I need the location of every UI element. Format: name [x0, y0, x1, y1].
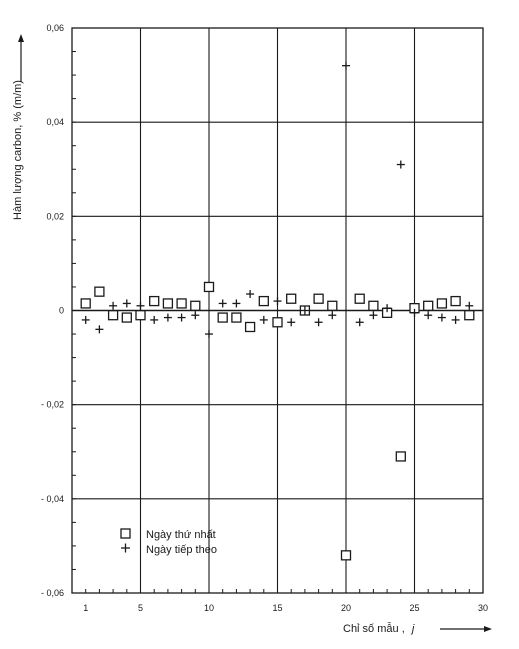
- data-point-square: [342, 551, 351, 560]
- data-point-square: [177, 299, 186, 308]
- data-point-square: [232, 313, 241, 322]
- data-point-plus: [260, 316, 268, 324]
- data-point-square: [314, 294, 323, 303]
- data-point-square: [424, 301, 433, 310]
- data-point-square: [465, 311, 474, 320]
- data-point-plus: [465, 302, 473, 310]
- data-point-plus: [150, 316, 158, 324]
- data-point-plus: [178, 314, 186, 322]
- data-point-plus: [452, 316, 460, 324]
- y-tick-label: 0,02: [46, 211, 64, 222]
- data-point-plus: [397, 161, 405, 169]
- data-point-plus: [438, 314, 446, 322]
- y-tick-label: 0,06: [46, 23, 64, 33]
- data-point-plus: [424, 311, 432, 319]
- legend: [121, 529, 217, 556]
- y-axis-arrow-head: [18, 34, 24, 42]
- data-point-plus: [287, 318, 295, 326]
- data-point-square: [150, 297, 159, 306]
- data-point-plus: [164, 314, 172, 322]
- data-point-plus: [315, 318, 323, 326]
- data-point-square: [109, 311, 118, 320]
- data-point-plus: [137, 302, 145, 310]
- data-point-square: [287, 294, 296, 303]
- y-axis-label: Hàm lượng carbon, % (m/m): [12, 80, 24, 220]
- data-point-square: [205, 282, 214, 291]
- x-axis-label-text: Chỉ số mẫu ,: [343, 623, 405, 635]
- data-point-square: [81, 299, 90, 308]
- data-point-plus: [95, 325, 103, 333]
- data-point-square: [95, 287, 104, 296]
- y-tick-label: - 0,06: [40, 588, 64, 598]
- x-axis-arrow-head: [484, 626, 492, 632]
- y-tick-label: 0,04: [46, 117, 64, 128]
- x-tick-label: 30: [477, 603, 489, 613]
- data-point-plus: [328, 311, 336, 319]
- data-point-plus: [342, 62, 350, 70]
- data-point-plus: [274, 297, 282, 305]
- data-point-plus: [109, 302, 117, 310]
- x-tick-label: 25: [409, 603, 420, 613]
- data-point-plus: [369, 311, 377, 319]
- x-axis-label: [343, 622, 415, 635]
- legend-label-series-2: Ngày tiếp theo: [146, 544, 217, 556]
- data-point-plus: [205, 330, 213, 338]
- legend-label-series-1: Ngày thứ nhất: [146, 529, 216, 541]
- data-point-square: [122, 313, 131, 322]
- y-tick-label: 0: [58, 305, 64, 316]
- x-tick-label: 15: [272, 603, 283, 613]
- data-point-square: [451, 297, 460, 306]
- grid-lines: [72, 28, 483, 593]
- data-point-plus: [232, 299, 240, 307]
- data-point-square: [355, 294, 364, 303]
- data-point-square: [396, 452, 405, 461]
- data-point-square: [437, 299, 446, 308]
- data-point-plus: [82, 316, 90, 324]
- x-tick-label: 5: [137, 603, 144, 613]
- y-tick-labels: [41, 23, 64, 598]
- data-point-square: [259, 297, 268, 306]
- data-point-plus: [219, 299, 227, 307]
- data-point-square: [136, 311, 145, 320]
- data-point-square: [218, 313, 227, 322]
- data-point-square: [273, 318, 282, 327]
- data-point-square: [191, 301, 200, 310]
- x-tick-label: 10: [203, 603, 215, 613]
- x-axis-label-symbol: j: [411, 623, 415, 635]
- data-point-plus: [123, 299, 131, 307]
- data-point-square: [369, 301, 378, 310]
- data-point-plus: [191, 311, 199, 319]
- data-point-square: [163, 299, 172, 308]
- data-point-plus: [356, 318, 364, 326]
- y-tick-label: - 0,02: [40, 399, 64, 410]
- x-tick-labels: [83, 603, 488, 613]
- data-point-plus: [246, 290, 254, 298]
- x-tick-label: 1: [83, 603, 89, 613]
- legend-square-marker: [121, 529, 130, 538]
- data-point-square: [246, 322, 255, 331]
- x-tick-label: 20: [340, 603, 352, 613]
- data-point-square: [328, 301, 337, 310]
- y-tick-label: - 0,04: [40, 493, 64, 504]
